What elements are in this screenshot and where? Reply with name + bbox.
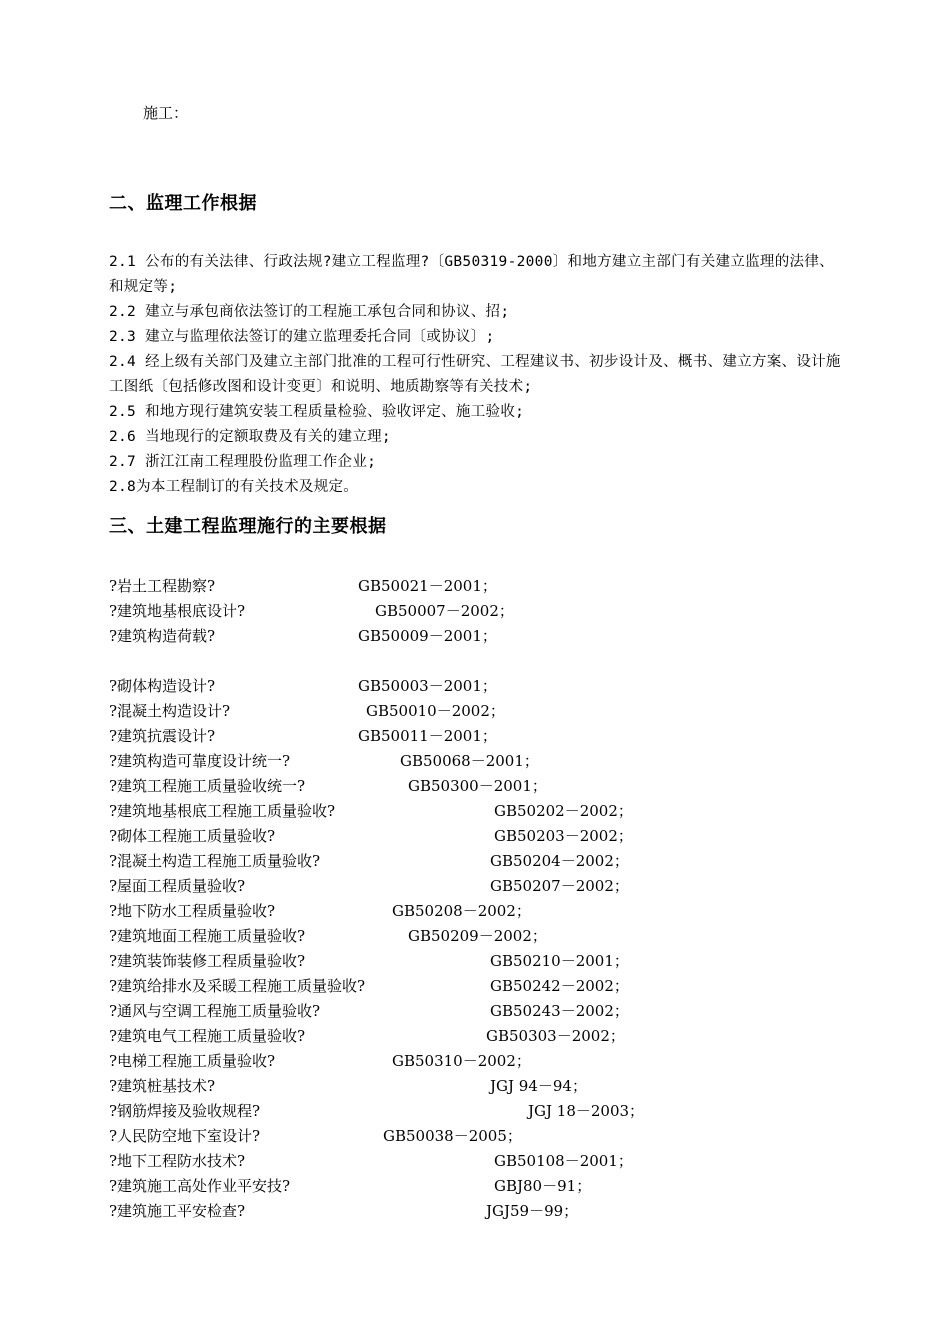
- standard-name: ?建筑给排水及采暖工程施工质量验收?: [109, 977, 366, 995]
- section-2-heading: 二、监理工作根据: [109, 193, 257, 214]
- standard-row: [109, 774, 889, 799]
- standard-row: [109, 674, 889, 699]
- spacer: [109, 649, 889, 674]
- standard-code: GB50009－2001；: [358, 627, 497, 645]
- standard-name: ?砌体工程施工质量验收?: [109, 827, 276, 845]
- basis-item: 2.6 当地现行的定额取费及有关的建立理;: [109, 429, 391, 445]
- basis-item: 2.5 和地方现行建筑安装工程质量检验、验收评定、施工验收;: [109, 404, 525, 420]
- standard-row: [109, 974, 889, 999]
- standard-row: [109, 824, 889, 849]
- standard-row: [109, 624, 889, 649]
- standard-name: ?混凝土构造设计?: [109, 702, 231, 720]
- standard-code: GB50010－2002；: [366, 702, 505, 720]
- standard-name: ?建筑地基根底设计?: [109, 602, 246, 620]
- standard-name: ?建筑桩基技术?: [109, 1077, 216, 1095]
- basis-item: 2.3 建立与监理依法签订的建立监理委托合同〔或协议〕;: [109, 329, 495, 345]
- standard-name: ?地下防水工程质量验收?: [109, 902, 276, 920]
- basis-item: 2.1 公布的有关法律、行政法规?建立工程监理?〔GB50319-2000〕和地方建立主部门有关建立监理的法律、和规定等;: [109, 254, 834, 295]
- standard-code: GB50310－2002；: [392, 1052, 531, 1070]
- standard-code: GB50209－2002；: [408, 927, 547, 945]
- standard-row: [109, 699, 889, 724]
- standard-code: GB50207－2002；: [490, 877, 629, 895]
- standard-row: [109, 599, 889, 624]
- standard-row: [109, 724, 889, 749]
- standard-name: ?钢筋焊接及验收规程?: [109, 1102, 261, 1120]
- standard-code: GB50202－2002；: [494, 802, 633, 820]
- standard-code: GB50007－2002；: [375, 602, 514, 620]
- standard-name: ?岩土工程勘察?: [109, 577, 216, 595]
- standard-name: ?建筑地面工程施工质量验收?: [109, 927, 306, 945]
- standards-list: [109, 574, 889, 1224]
- standard-name: ?建筑装饰装修工程质量验收?: [109, 952, 306, 970]
- standard-row: [109, 1024, 889, 1049]
- standard-code: GB50242－2002；: [490, 977, 629, 995]
- standard-code: GB50108－2001；: [494, 1152, 633, 1170]
- standard-code: GB50068－2001；: [400, 752, 539, 770]
- standard-name: ?混凝土构造工程施工质量验收?: [109, 852, 321, 870]
- standard-row: [109, 749, 889, 774]
- standard-row: [109, 1074, 889, 1099]
- standard-name: ?建筑施工高处作业平安技?: [109, 1177, 291, 1195]
- standard-code: JGJ59－99；: [486, 1202, 579, 1220]
- standard-row: [109, 574, 889, 599]
- standard-row: [109, 1099, 889, 1124]
- section-2-list: [109, 250, 845, 500]
- standard-row: [109, 924, 889, 949]
- standard-name: ?建筑施工平安检查?: [109, 1202, 246, 1220]
- section-3-heading: 三、土建工程监理施行的主要根据: [109, 516, 387, 537]
- standard-code: GB50204－2002；: [490, 852, 629, 870]
- standard-name: ?电梯工程施工质量验收?: [109, 1052, 276, 1070]
- standard-code: GB50011－2001；: [358, 727, 497, 745]
- standard-row: [109, 1049, 889, 1074]
- basis-item: 2.7 浙江江南工程理股份监理工作企业;: [109, 454, 377, 470]
- standard-row: [109, 799, 889, 824]
- standard-name: ?通风与空调工程施工质量验收?: [109, 1002, 321, 1020]
- standard-row: [109, 1199, 889, 1224]
- standard-row: [109, 874, 889, 899]
- standard-code: GB50210－2001；: [490, 952, 629, 970]
- standard-code: GB50243－2002；: [490, 1002, 629, 1020]
- standard-name: ?屋面工程质量验收?: [109, 877, 246, 895]
- basis-item: 2.8为本工程制订的有关技术及规定。: [109, 479, 359, 495]
- standard-name: ?建筑构造可靠度设计统一?: [109, 752, 291, 770]
- standard-name: ?地下工程防水技术?: [109, 1152, 246, 1170]
- standard-code: GB50300－2001；: [408, 777, 547, 795]
- standard-row: [109, 849, 889, 874]
- standard-code: GBJ80－91；: [494, 1177, 592, 1195]
- basis-item: 2.4 经上级有关部门及建立主部门批准的工程可行性研究、工程建议书、初步设计及、概书、建立方案、设计施工图纸〔包括修改图和设计变更〕和说明、地质勘察等有关技术;: [109, 354, 841, 395]
- standard-name: ?建筑工程施工质量验收统一?: [109, 777, 306, 795]
- standard-name: ?人民防空地下室设计?: [109, 1127, 261, 1145]
- standard-row: [109, 1149, 889, 1174]
- standard-code: JGJ 94－94；: [490, 1077, 587, 1095]
- standard-row: [109, 949, 889, 974]
- standard-code: GB50003－2001；: [358, 677, 497, 695]
- standard-row: [109, 1124, 889, 1149]
- intro-text: 施工：: [143, 104, 189, 122]
- standard-code: GB50021－2001；: [358, 577, 497, 595]
- standard-name: ?建筑电气工程施工质量验收?: [109, 1027, 306, 1045]
- standard-row: [109, 899, 889, 924]
- standard-name: ?建筑地基根底工程施工质量验收?: [109, 802, 336, 820]
- standard-name: ?砌体构造设计?: [109, 677, 216, 695]
- standard-name: ?建筑抗震设计?: [109, 727, 216, 745]
- standard-code: GB50203－2002；: [494, 827, 633, 845]
- standard-row: [109, 999, 889, 1024]
- standard-row: [109, 1174, 889, 1199]
- standard-code: GB50038－2005；: [383, 1127, 522, 1145]
- standard-name: ?建筑构造荷载?: [109, 627, 216, 645]
- standard-code: JGJ 18－2003；: [528, 1102, 645, 1120]
- standard-code: GB50208－2002；: [392, 902, 531, 920]
- basis-item: 2.2 建立与承包商依法签订的工程施工承包合同和协议、招;: [109, 304, 510, 320]
- standard-code: GB50303－2002；: [486, 1027, 625, 1045]
